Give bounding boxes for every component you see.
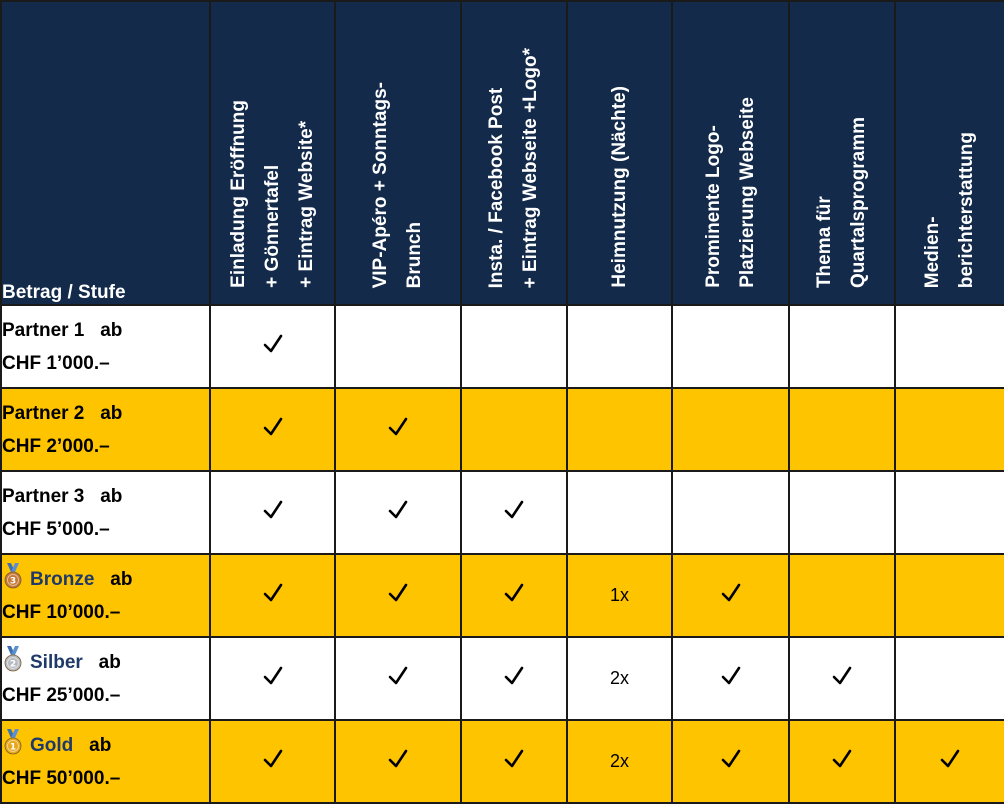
benefit-cell xyxy=(895,637,1004,720)
column-header-label: Prominente Logo- Platzierung Webseite xyxy=(702,97,758,288)
benefit-cell xyxy=(335,720,461,803)
benefit-cell xyxy=(461,471,567,554)
checkmark-icon xyxy=(385,663,411,689)
gold-medal-icon xyxy=(2,729,24,755)
benefit-cell xyxy=(210,554,335,637)
column-header-label: Heimnutzung (Nächte) xyxy=(608,86,630,288)
benefit-cell xyxy=(461,388,567,471)
benefit-cell xyxy=(567,305,672,388)
tier-ab: ab xyxy=(100,485,123,507)
benefit-cell xyxy=(567,388,672,471)
benefit-cell xyxy=(461,554,567,637)
tier-cell xyxy=(1,305,210,388)
silver-medal-icon xyxy=(2,646,24,672)
column-header-logo-placement xyxy=(672,1,789,305)
benefit-cell xyxy=(789,305,895,388)
tier-ab: ab xyxy=(100,402,123,424)
benefit-value: 2x xyxy=(609,750,629,771)
benefit-cell xyxy=(461,720,567,803)
tier-name: Partner 3 xyxy=(2,485,85,507)
table-row xyxy=(1,388,1004,471)
column-header-invitation xyxy=(210,1,335,305)
benefit-cell xyxy=(567,471,672,554)
tier-amount: CHF 25’000.– xyxy=(2,684,121,706)
benefit-cell xyxy=(567,554,672,637)
svg-text:3: 3 xyxy=(9,576,17,586)
corner-header: Betrag / Stufe xyxy=(1,1,210,305)
tier-amount: CHF 1’000.– xyxy=(2,352,110,374)
column-header-social-post xyxy=(461,1,567,305)
checkmark-icon xyxy=(501,580,527,606)
tier-ab: ab xyxy=(98,651,121,673)
tier-amount: CHF 2’000.– xyxy=(2,435,110,457)
benefit-cell xyxy=(335,637,461,720)
benefit-cell xyxy=(672,554,789,637)
tier-title-line xyxy=(2,729,209,762)
checkmark-icon xyxy=(385,497,411,523)
table-row xyxy=(1,720,1004,803)
benefit-cell xyxy=(335,388,461,471)
tier-title-line xyxy=(2,397,209,430)
checkmark-icon xyxy=(385,746,411,772)
tier-ab: ab xyxy=(100,319,123,341)
column-header-label: Einladung Eröffnung + Gönnertafel + Eintrag Website* xyxy=(227,100,317,288)
benefit-cell xyxy=(789,388,895,471)
checkmark-icon xyxy=(718,746,744,772)
column-header-quarterly-theme xyxy=(789,1,895,305)
table-row xyxy=(1,471,1004,554)
benefit-cell xyxy=(567,720,672,803)
column-header-vip-apero xyxy=(335,1,461,305)
table-row xyxy=(1,637,1004,720)
benefit-cell xyxy=(210,388,335,471)
checkmark-icon xyxy=(260,331,286,357)
column-header-media-coverage xyxy=(895,1,1004,305)
tier-amount: CHF 5’000.– xyxy=(2,518,110,540)
table-row xyxy=(1,305,1004,388)
benefit-cell xyxy=(672,637,789,720)
benefit-cell xyxy=(895,305,1004,388)
benefit-value: 2x xyxy=(609,667,629,688)
benefit-cell xyxy=(461,305,567,388)
tier-cell xyxy=(1,637,210,720)
checkmark-icon xyxy=(829,663,855,689)
tier-rows xyxy=(1,305,1004,803)
tier-ab: ab xyxy=(89,734,112,756)
benefit-cell xyxy=(895,554,1004,637)
checkmark-icon xyxy=(718,580,744,606)
column-header-label: Insta. / Facebook Post + Eintrag Webseite +Logo* xyxy=(486,47,541,288)
tier-title-line xyxy=(2,314,209,347)
benefit-cell xyxy=(789,637,895,720)
tier-amount: CHF 50’000.– xyxy=(2,767,121,789)
benefit-cell xyxy=(567,637,672,720)
benefit-cell xyxy=(335,554,461,637)
benefit-cell xyxy=(789,720,895,803)
benefit-cell xyxy=(210,720,335,803)
checkmark-icon xyxy=(501,497,527,523)
tier-cell xyxy=(1,471,210,554)
benefit-cell xyxy=(895,720,1004,803)
checkmark-icon xyxy=(260,580,286,606)
benefit-cell xyxy=(210,637,335,720)
benefit-cell xyxy=(789,554,895,637)
tier-cell xyxy=(1,720,210,803)
checkmark-icon xyxy=(937,746,963,772)
benefit-cell xyxy=(461,637,567,720)
benefit-cell xyxy=(672,305,789,388)
tier-title-line xyxy=(2,646,209,679)
benefit-cell xyxy=(789,471,895,554)
table-row xyxy=(1,554,1004,637)
benefit-cell xyxy=(672,471,789,554)
checkmark-icon xyxy=(718,663,744,689)
tier-amount: CHF 10’000.– xyxy=(2,601,121,623)
benefit-cell xyxy=(895,471,1004,554)
benefit-cell xyxy=(672,388,789,471)
column-header-label: Medien- berichterstattung xyxy=(922,131,977,288)
checkmark-icon xyxy=(260,414,286,440)
svg-text:1: 1 xyxy=(9,742,17,752)
benefit-cell xyxy=(335,305,461,388)
tier-ab: ab xyxy=(110,568,133,590)
checkmark-icon xyxy=(501,663,527,689)
tier-title-line xyxy=(2,563,209,596)
tier-cell xyxy=(1,388,210,471)
tier-name: Bronze xyxy=(30,568,95,590)
tier-name: Gold xyxy=(30,734,74,756)
benefit-cell xyxy=(210,471,335,554)
column-header-home-usage xyxy=(567,1,672,305)
checkmark-icon xyxy=(260,746,286,772)
benefit-cell xyxy=(210,305,335,388)
tier-name: Silber xyxy=(30,651,83,673)
benefit-cell xyxy=(895,388,1004,471)
column-header-label: VIP-Apéro + Sonntags- Brunch xyxy=(370,81,425,288)
header-row xyxy=(1,1,1004,305)
checkmark-icon xyxy=(501,746,527,772)
benefit-cell xyxy=(672,720,789,803)
svg-text:2: 2 xyxy=(9,659,17,669)
bronze-medal-icon xyxy=(2,563,24,589)
checkmark-icon xyxy=(829,746,855,772)
tier-name: Partner 2 xyxy=(2,402,85,424)
tier-cell xyxy=(1,554,210,637)
checkmark-icon xyxy=(385,414,411,440)
checkmark-icon xyxy=(260,663,286,689)
column-header-label: Thema für Quartalsprogramm xyxy=(814,116,869,288)
tier-name: Partner 1 xyxy=(2,319,85,341)
checkmark-icon xyxy=(260,497,286,523)
tier-title-line xyxy=(2,480,209,513)
benefit-value: 1x xyxy=(609,584,629,605)
checkmark-icon xyxy=(385,580,411,606)
benefit-cell xyxy=(335,471,461,554)
